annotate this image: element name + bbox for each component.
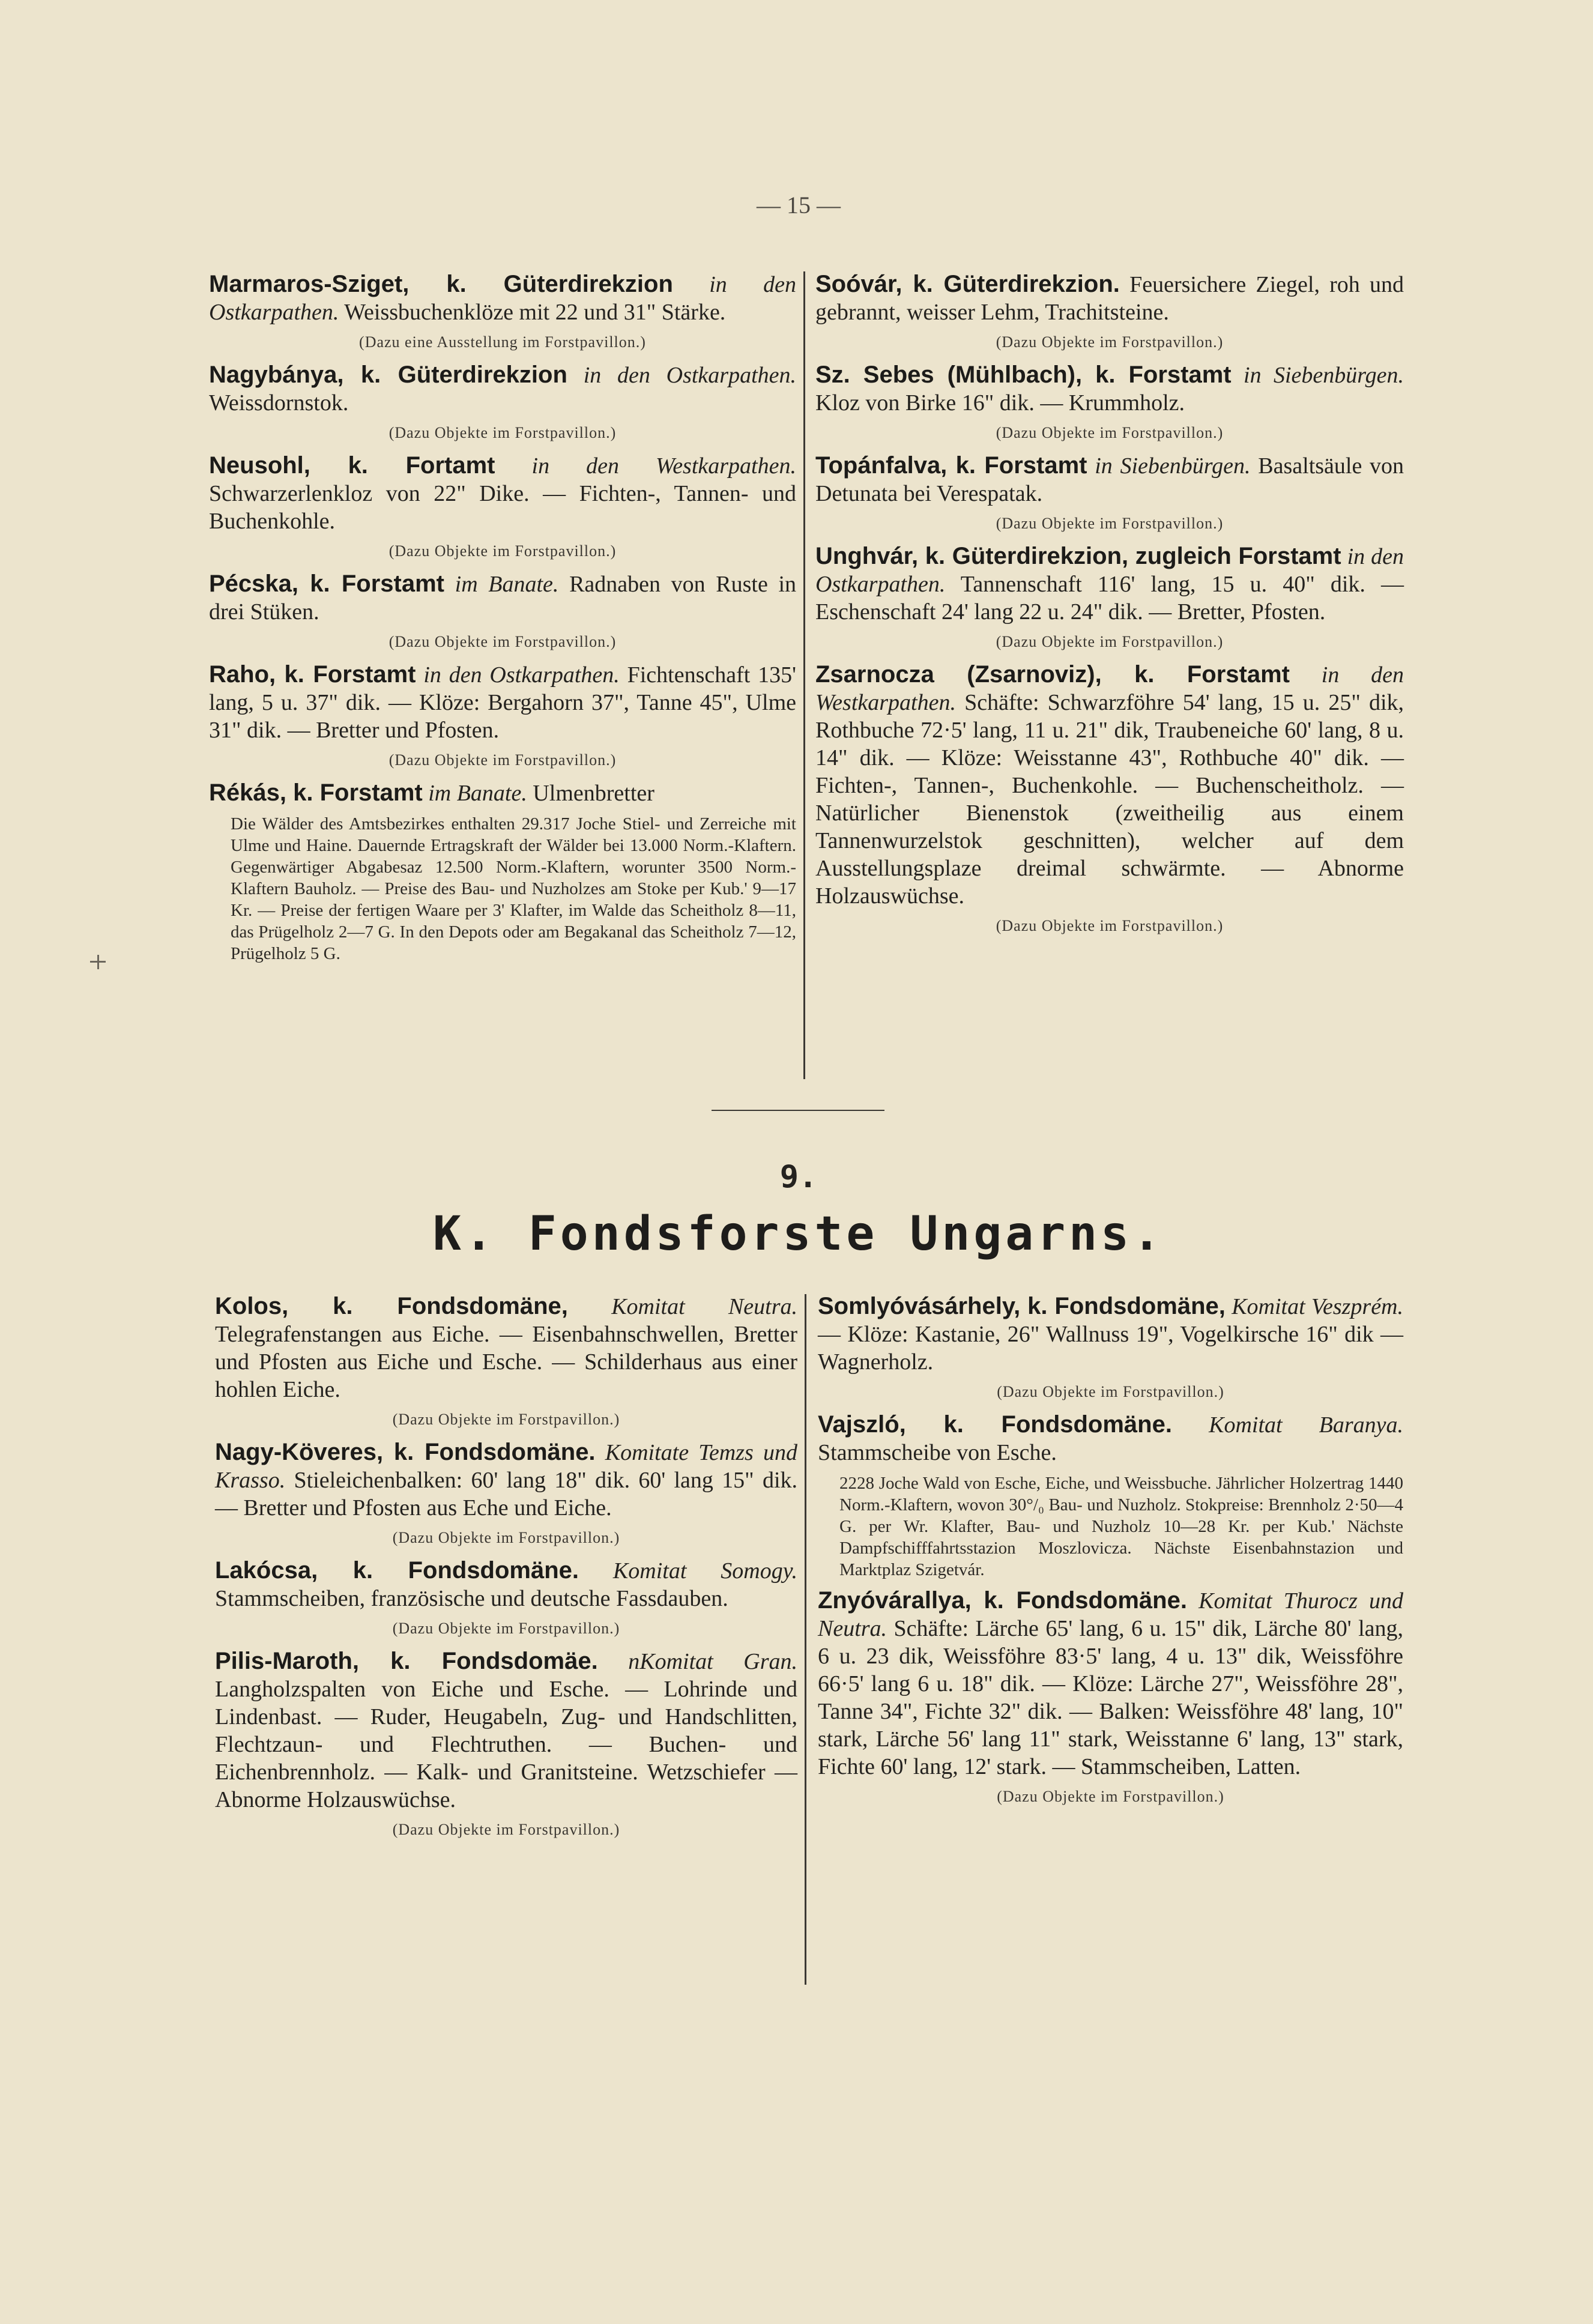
entry-body: Schwarzerlenkloz von 22" Dike. — Fichten-, Tannen- und Buchenkohle. [209,481,796,534]
entry-heading: Sz. Sebes (Mühlbach), k. Forstamt [815,362,1232,388]
entry-body: Stammscheibe von Esche. [818,1440,1057,1465]
entry-text [209,570,796,626]
entry-heading: Nagy-Köveres, k. Fondsdomäne. [215,1439,596,1465]
entry [209,661,796,744]
entry-body: Stammscheiben, französische und deutsche Fassdauben. [215,1586,728,1611]
entry-text [209,779,796,807]
entry-text [818,1292,1403,1376]
entry-text [215,1647,797,1814]
entry-body: — Klöze: Kastanie, 26" Wallnuss 19", Vogelkirsche 16" dik — Wagnerholz. [818,1322,1403,1375]
entry-smallprint: 2228 Joche Wald von Esche, Eiche, und Weissbuche. Jährlicher Holzertrag 1440 Norm.-Klaftern, wovon 30°/₀ Bau- und Nuzholz. Stokpreise: Brennholz 2·50—4 G. per Wr. Klafter, Bau- und Nuzholz 10—28 Kr. per Kub.' Nächste Dampfschifffahrtsstazion Moszlovicza. Nächste Eisenbahnstazion und Marktplaz Szigetvár. [839,1474,1403,1579]
entry-body: Langholzspalten von Eiche und Esche. — Lohrinde und Lindenbast. — Ruder, Heugabeln, Zug- und Handschlitten, Flechtzaun- und Flechtruthen. — Buchen- und Eichenbrennholz. — Kalk- und Granitsteine. Wetzschiefer — Abnorme Holzauswüchse. [215,1677,797,1812]
entry-note: (Dazu Objekte im Forstpavillon.) [996,515,1224,532]
entry [815,542,1404,626]
entry-heading: Lakócsa, k. Fondsdomäne. [215,1557,579,1584]
entry-location: in Siebenbürgen. [1095,453,1251,479]
entry [815,270,1404,326]
entry-heading: Unghvár, k. Güterdirekzion, zugleich Forstamt [815,543,1341,569]
column-left-top [209,270,796,970]
entry-text [815,452,1404,507]
entry-note: (Dazu Objekte im Forstpavillon.) [388,633,617,650]
entry-location: Komitat Baranya. [1209,1412,1404,1438]
entry-heading: Topánfalva, k. Forstamt [815,452,1087,479]
entry [209,570,796,626]
entry [209,779,796,807]
entry-body: Schäfte: Lärche 65' lang, 6 u. 15" dik, Lärche 80' lang, 6 u. 23 dik, Weissföhre 83·5' lang, 4 u. 13" dik, Weissföhre 66·5' lang 6 u. 18" dik. — Klöze: Lärche 27", Weissföhre 28", Tanne 34", Fichte 32" dik. — Balken: Weissföhre 48' lang, 10" stark, Lärche 56' lang 11" stark, Weisstanne 6' lang, 13" stark, Fichte 60' lang, 12' stark. — Stammscheiben, Latten. [818,1616,1404,1779]
entry-location: in den Ostkarpathen. [423,662,620,688]
page-number: — 15 — [757,192,841,219]
entry-heading: Marmaros-Sziget, k. Güterdirekzion [209,271,673,297]
entry-note: (Dazu Objekte im Forstpavillon.) [392,1821,620,1838]
entry-heading: Rékás, k. Forstamt [209,779,423,806]
entry-text [215,1557,797,1612]
column-right-top [815,270,1404,945]
section-number: 9. [779,1159,818,1195]
column-rule-bottom [805,1294,806,1985]
entry-body: Kloz von Birke 16" dik. — Krummholz. [815,390,1185,416]
entry-location: in den Ostkarpathen. [209,272,796,325]
entry-smallprint: Die Wälder des Amtsbezirkes enthalten 29.317 Joche Stiel- und Zerreiche mit Ulme und Haine. Dauernde Ertragskraft der Wälder bei 13.000 Norm.-Klaftern. Gegenwärtiger Abgabesaz 12.500 Norm.-Klaftern, worunter 3500 Norm.-Klaftern Bauholz. — Preise des Bau- und Nuzholzes am Stoke per Kub.' 9—17 Kr. — Preise der fertigen Waare per 3' Klafter, im Walde das Scheitholz 8—11, das Prügelholz 2—7 G. In den Depots oder am Begakanal das Scheitholz 7—12, Prügelholz 5 G. [231,814,796,963]
entry [215,1647,797,1814]
entry-heading: Vajszló, k. Fondsdomäne. [818,1411,1172,1438]
entry [209,452,796,535]
entry-heading: Somlyóvásárhely, k. Fondsdomäne, [818,1293,1226,1319]
entry-body: Schäfte: Schwarzföhre 54' lang, 15 u. 25" dik, Rothbuche 72·5' lang, 11 u. 21" dik, Traubeneiche 60' lang, 8 u. 14" dik. — Klöze: Weisstanne 43", Rothbuche 40" dik. — Fichten-, Tannen-, Buchenkohle. — Buchenscheitholz. — Natürlicher Bienenstok (zweitheilig aus einem Tannenwurzelstok geschnitten), welcher auf dem Ausstellungsplaze dreimal schwärmte. — Abnorme Holzauswüchse. [815,690,1404,909]
entry-note: (Dazu Objekte im Forstpavillon.) [997,1788,1224,1805]
entry-heading: Znyóvárallya, k. Fondsdomäne. [818,1587,1187,1614]
column-right-bottom [818,1292,1403,1815]
entry-heading: Soóvár, k. Güterdirekzion. [815,271,1120,297]
entry-note: (Dazu Objekte im Forstpavillon.) [392,1529,620,1546]
entry-note: (Dazu Objekte im Forstpavillon.) [997,1383,1224,1400]
entry [209,270,796,326]
entry-location: in den Westkarpathen. [815,662,1404,715]
entry-location: nKomitat Gran. [628,1649,797,1674]
entry-location: Komitat Veszprém. [1232,1294,1403,1319]
entry-text [815,661,1404,910]
entry-heading: Kolos, k. Fondsdomäne, [215,1293,568,1319]
entry [215,1292,797,1403]
entry [215,1438,797,1522]
entry [215,1557,797,1612]
entry-note: (Dazu Objekte im Forstpavillon.) [996,424,1224,441]
entry-text [815,270,1404,326]
entry-location: in den Ostkarpathen. [583,363,797,388]
entry-body: Feuersichere Ziegel, roh und gebrannt, weisser Lehm, Trachitsteine. [815,272,1404,325]
entry-note: (Dazu Objekte im Forstpavillon.) [388,542,617,560]
entry-text [215,1292,797,1403]
column-rule-top [803,271,805,1079]
entry-text [815,361,1404,417]
entry-text [209,361,796,417]
entry-heading: Pilis-Maroth, k. Fondsdomäe. [215,1648,598,1674]
entry [209,361,796,417]
entry [815,361,1404,417]
entry-heading: Pécska, k. Forstamt [209,570,445,597]
entry-heading: Neusohl, k. Fortamt [209,452,495,479]
entry [815,452,1404,507]
entry-body: Fichtenschaft 135' lang, 5 u. 37" dik. — Klöze: Bergahorn 37", Tanne 45", Ulme 31" dik. — Bretter und Pfosten. [209,662,796,743]
entry-note: (Dazu eine Ausstellung im Forstpavillon.) [359,333,646,351]
entry [818,1411,1403,1466]
section-divider [712,1110,884,1111]
entry-text [215,1438,797,1522]
entry-note: (Dazu Objekte im Forstpavillon.) [996,633,1224,650]
entry-text [818,1587,1403,1781]
entry-body: Weissdornstok. [209,390,349,416]
entry [815,661,1404,910]
entry-location: Komitate Temzs und Krasso. [215,1440,798,1493]
entry-location: Komitat Thurocz und Neutra. [818,1588,1403,1641]
entry-location: in den Ostkarpathen. [815,544,1404,597]
column-left-bottom [215,1292,797,1848]
entry-text [209,661,796,744]
entry-body: Ulmenbretter [533,781,654,806]
entry-note: (Dazu Objekte im Forstpavillon.) [388,424,617,441]
section-title: K. Fondsforste Ungarns. [432,1207,1165,1261]
entry-note: (Dazu Objekte im Forstpavillon.) [392,1411,620,1428]
entry-body: Basaltsäule von Detunata bei Verespatak. [815,453,1404,506]
entry-location: in Siebenbürgen. [1244,363,1404,388]
entry-note: (Dazu Objekte im Forstpavillon.) [392,1620,620,1637]
entry-text [209,270,796,326]
entry-location: im Banate. [428,781,527,806]
entry-heading: Raho, k. Forstamt [209,661,416,688]
entry-text [818,1411,1403,1466]
entry-body: Telegrafenstangen aus Eiche. — Eisenbahnschwellen, Bretter und Pfosten aus Eiche und Esche. — Schilderhaus aus einer hohlen Eiche. [215,1322,797,1402]
entry-body: Stieleichenbalken: 60' lang 18" dik. 60' lang 15" dik. — Bretter und Pfosten aus Eche und Eiche. [215,1468,798,1521]
entry-location: Komitat Neutra. [611,1294,798,1319]
entry-location: in den Westkarpathen. [531,453,796,479]
entry-text [815,542,1404,626]
entry-note: (Dazu Objekte im Forstpavillon.) [996,917,1224,934]
entry-location: im Banate. [455,572,559,597]
entry-text [209,452,796,535]
entry-heading: Zsarnocza (Zsarnoviz), k. Forstamt [815,661,1290,688]
page-edge-mark [97,955,99,969]
entry-location: Komitat Somogy. [612,1558,797,1584]
entry-note: (Dazu Objekte im Forstpavillon.) [388,751,617,769]
entry-heading: Nagybánya, k. Güterdirekzion [209,362,567,388]
entry [818,1587,1403,1781]
entry-body: Tannenschaft 116' lang, 15 u. 40" dik. — Eschenschaft 24' lang 22 u. 24" dik. — Bretter, Pfosten. [815,572,1404,625]
entry-body: Weissbuchenklöze mit 22 und 31" Stärke. [344,300,726,325]
entry-body: Radnaben von Ruste in drei Stüken. [209,572,797,625]
entry-note: (Dazu Objekte im Forstpavillon.) [996,333,1224,351]
entry [818,1292,1403,1376]
